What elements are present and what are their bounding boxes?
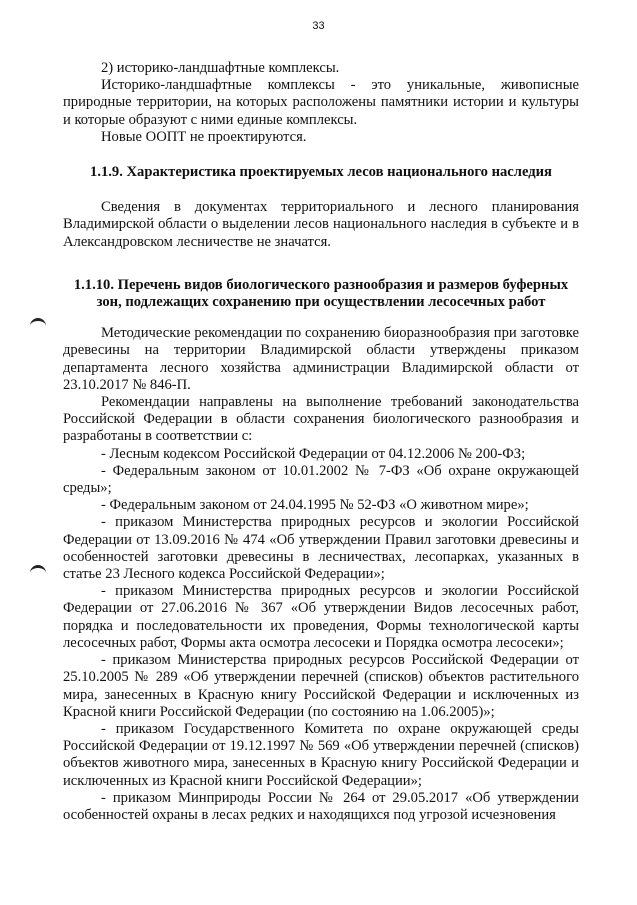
margin-scan-mark-top [30,318,46,329]
list-item: - Федеральным законом от 24.04.1995 № 52-ФЗ «О животном мире»; [101,497,529,514]
document-body [63,60,579,824]
list-item: - приказом Министерства природных ресурсов Российской Федерации от 25.10.2005 № 289 «Об утверждении перечней (списков) объектов растительного мира, занесенных в Красную книгу Российской Федерации и исключенных из Красной книги Российской Федерации (по состоянию на 1.06.2005)»; [63,652,579,720]
list-item: - приказом Государственного Комитета по охране окружающей среды Российской Федерации от 19.12.1997 № 569 «Об утверждении перечней (списков) объектов животного мира, занесенных в Красную книгу Российской Федерации и исключенных из Красной книги Российской Федерации»; [63,720,579,789]
section-heading-1-1-10: 1.1.10. Перечень видов биологического разнообразия и размеров буферных зон, подлежащих сохранению при осуществлении лесосечных работ [73,276,569,311]
paragraph-recommendations-aim: Рекомендации направлены на выполнение требований законодательства Российской Федерации в области сохранения биологического разнообразия и разработаны в соответствии с: [63,394,579,445]
page-number: 33 [312,20,325,32]
section-heading-1-1-9: 1.1.9. Характеристика проектируемых лесов национального наследия [90,164,552,181]
margin-scan-mark-middle [30,565,46,576]
paragraph-no-new-oopt: Новые ООПТ не проектируются. [101,128,307,145]
list-item: - приказом Министерства природных ресурсов и экологии Российской Федерации от 13.09.2016 № 474 «Об утверждении Правил заготовки древесины и особенностей заготовки древесины в лесничествах, лесопарках, указанных в статье 23 Лесного кодекса Российской Федерации»; [63,514,579,583]
list-item: - приказом Минприроды России № 264 от 29.05.2017 «Об утверждении особенностей охраны в лесах редких и находящихся под угрозой исчезновения [63,789,579,823]
paragraph-heritage-forests: Сведения в документах территориального и лесного планирования Владимирской области о выделении лесов национального наследия в субъекте и в Александровском лесничестве не значатся. [63,199,579,250]
list-item: - Лесным кодексом Российской Федерации от 04.12.2006 № 200-ФЗ; [101,445,526,462]
paragraph-complex-type: 2) историко-ландшафтные комплексы. [101,60,340,76]
paragraph-complex-definition: Историко-ландшафтные комплексы - это уникальные, живописные природные территории, на которых расположены памятники истории и культуры и которые образуют с ними единые комплексы. [63,77,579,128]
list-item: - Федеральным законом от 10.01.2002 № 7-ФЗ «Об охране окружающей среды»; [63,462,579,497]
paragraph-method-recommendations: Методические рекомендации по сохранению биоразнообразия при заготовке древесины на территории Владимирской области утверждены приказом департамента лесного хозяйства администрации Владимирской области от 23.10.2017 № 846-П. [63,325,579,393]
list-item: - приказом Министерства природных ресурсов и экологии Российской Федерации от 27.06.2016 № 367 «Об утверждении Видов лесосечных работ, порядка и последовательности их проведения, Формы технологической карты лесосечных работ, Формы акта осмотра лесосеки и Порядка осмотра лесосеки»; [63,583,579,651]
